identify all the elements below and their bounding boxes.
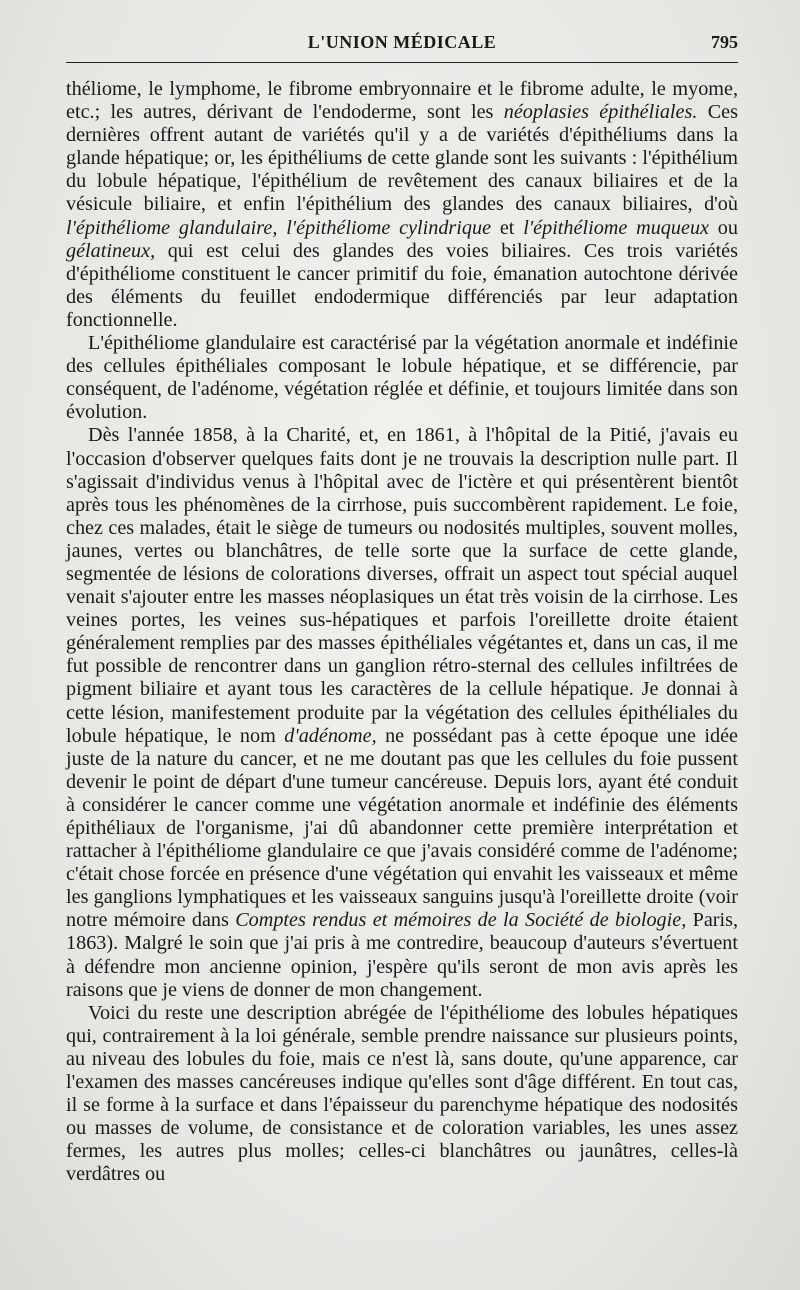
paragraph <box>66 332 738 424</box>
italic-text: l'épithéliome glandulaire, l'épithéliome cylindrique <box>66 216 492 239</box>
text-run: théliome, le lymphome, le fibrome embryonnaire et le fibrome adulte, le myome, etc.; les autres, dérivant de l'endoderme, sont les <box>66 78 738 124</box>
text-run: qui est celui des glandes des voies biliaires. Ces trois variétés d'épithéliome constituent le cancer primitif du foie, émanation autochtone dérivée des éléments du feuillet endodermique différenciés par leur adaptation fonctionnelle. <box>66 239 738 331</box>
italic-text: néoplasies épithéliales. <box>503 101 698 124</box>
text-run: Dès l'année 1858, à la Charité, et, en 1861, à l'hôpital de la Pitié, j'avais eu l'occasion d'observer quelques faits dont je ne trouvais la description nulle part. Il s'agissait d'individus venus à l'hôpital avec de l'ictère et qui présentèrent bientôt après tous les phénomènes de la cirrhose, puis succombèrent rapidement. Le foie, chez ces malades, était le siège de tumeurs ou nodosités multiples, souvent molles, jaunes, vertes ou blanchâtres, de telle sorte que la surface de cette glande, segmentée de lésions de colorations diverses, offrait un aspect tout spécial auquel venait s'ajouter entre les masses néoplasiques un état très voisin de la cirrhose. Les veines portes, les veines sus-hépatiques et parfois l'oreillette droite étaient généralement remplies par des masses épithéliales végétantes et, dans un cas, il me fut possible de rencontrer dans un ganglion rétro-sternal des cellules infiltrées de pigment biliaire et ayant tous les caractères de la cellule hépatique. Je donnai à cette lésion, manifestement produite par la végétation des cellules épithéliales du lobule hépatique, le nom <box>66 424 738 747</box>
text-run: Paris, 1863). Malgré le soin que j'ai pris à me contredire, beaucoup d'auteurs s'évertuent à défendre mon ancienne opinion, j'espère qu'ils seront de mon avis après les raisons que je viens de donner de mon changement. <box>66 909 739 1001</box>
italic-text: gélatineux, <box>66 239 156 262</box>
paragraph <box>66 424 738 1001</box>
text-run: ou <box>709 216 738 239</box>
text-run: Ces dernières offrent autant de variétés qu'il y a de variétés d'épithéliums dans la glande hépatique; or, les épithéliums de cette glande sont les suivants : l'épithélium du lobule hépatique, l'épithélium de revêtement des canaux biliaires et de la vésicule biliaire, et enfin l'épithélium des glandes des canaux biliaires, d'où <box>66 101 738 216</box>
page-number: 795 <box>711 32 738 52</box>
text-run: L'épithéliome glandulaire est caractérisé par la végétation anormale et indéfinie des cellules épithéliales composant le lobule hépatique, et se différencie, par conséquent, de l'adénome, végétation réglée et définie, et toujours limitée dans son évolution. <box>66 332 738 424</box>
page-header <box>66 22 738 62</box>
italic-text: l'épithéliome muqueux <box>523 216 709 239</box>
paragraph <box>66 1002 738 1187</box>
text-run: ne possédant pas à cette époque une idée juste de la nature du cancer, et ne me doutant pas que les cellules du foie pussent devenir le point de départ d'une tumeur cancéreuse. Depuis lors, ayant été conduit à considérer le cancer comme une végétation anormale et indéfinie des éléments épithéliaux de l'organisme, j'ai dû abandonner cette première interprétation et rattacher à l'épithéliome glandulaire ce que j'avais considéré comme de l'adénome; c'était chose forcée en présence d'une végétation qui envahit les vaisseaux et même les ganglions lymphatiques et les vaisseaux sanguins jusqu'à l'oreillette droite (voir notre mémoire dans <box>66 724 738 932</box>
text-run: Voici du reste une description abrégée de l'épithéliome des lobules hépatiques qui, contrairement à la loi générale, semble prendre naissance sur plusieurs points, au niveau des lobules du foie, mais ce n'est là, sans doute, qu'une apparence, car l'examen des masses cancéreuses indique qu'elles sont d'âge différent. En tout cas, il se forme à la surface et dans l'épaisseur du parenchyme hépatique des nodosités ou masses de volume, de consistance et de coloration variables, les unes assez fermes, les autres plus molles; celles-ci blanchâtres ou jaunâtres, celles-là verdâtres ou <box>66 1001 738 1186</box>
body-text <box>66 78 738 1187</box>
header-rule <box>66 62 738 63</box>
paragraph <box>66 78 738 332</box>
italic-text: Comptes rendus et mémoires de la Société de biologie, <box>235 909 687 932</box>
text-run: et <box>491 216 524 239</box>
running-title: L'UNION MÉDICALE <box>307 32 497 52</box>
italic-text: d'adénome, <box>284 724 377 747</box>
